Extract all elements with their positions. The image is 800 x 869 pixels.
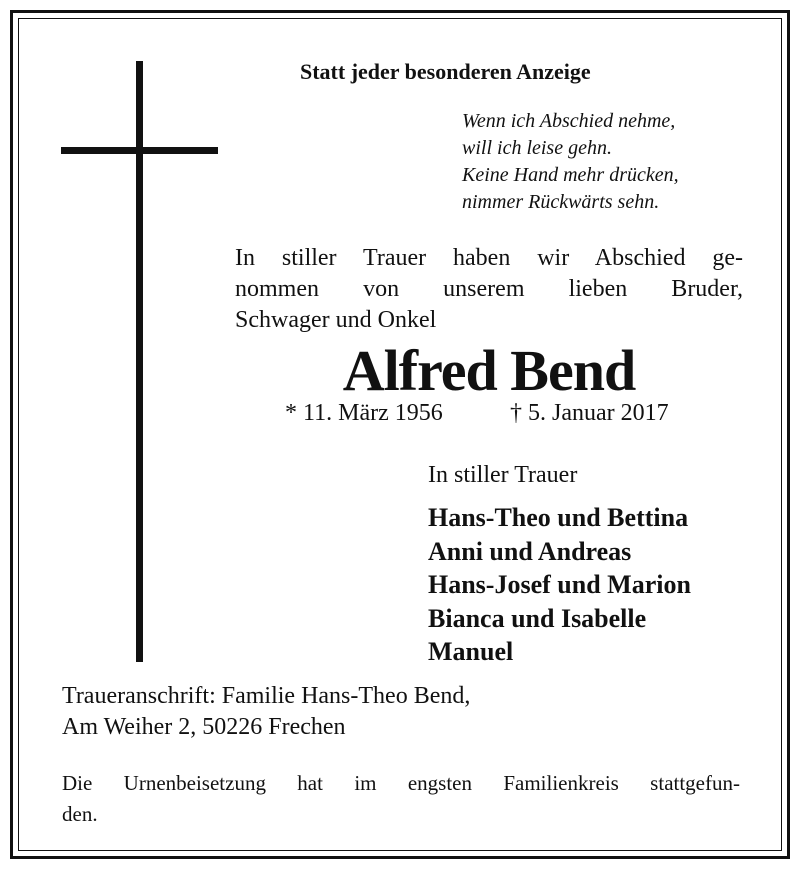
- notice-line: Die Urnenbeisetzung hat im engsten Familienkreis stattgefun-: [62, 771, 740, 795]
- mourner-name: Anni und Andreas: [428, 536, 632, 566]
- mourner-name: Hans-Josef und Marion: [428, 570, 691, 599]
- intro-text: [235, 243, 743, 336]
- address-line: Am Weiher 2, 50226 Frechen: [62, 714, 346, 740]
- deceased-name: Alfred Bend: [342, 338, 636, 403]
- poem-line: nimmer Rückwärts sehn.: [462, 191, 660, 213]
- poem-line: Wenn ich Abschied nehme,: [462, 110, 676, 132]
- mourner-name: Bianca und Isabelle: [428, 603, 647, 633]
- mourner-name: Manuel: [428, 637, 514, 666]
- poem-line: Keine Hand mehr drücken,: [462, 164, 679, 186]
- mourners-list: [428, 501, 691, 669]
- mourning-address: [62, 681, 470, 743]
- burial-notice: [62, 768, 740, 830]
- cross-horizontal-bar: [61, 147, 218, 154]
- poem-line: will ich leise gehn.: [462, 137, 612, 159]
- notice-line: den.: [62, 802, 98, 826]
- announcement-heading: Statt jeder besonderen Anzeige: [300, 59, 591, 84]
- intro-line: Schwager und Onkel: [235, 307, 437, 333]
- poem: [462, 108, 679, 216]
- mourners-intro: In stiller Trauer: [428, 462, 578, 488]
- intro-line: In stiller Trauer haben wir Abschied ge-: [235, 245, 743, 271]
- birth-date: * 11. März 1956: [285, 400, 443, 426]
- death-date: † 5. Januar 2017: [510, 400, 669, 426]
- intro-line: nommen von unserem lieben Bruder,: [235, 276, 743, 302]
- address-line: Traueranschrift: Familie Hans-Theo Bend,: [62, 683, 471, 709]
- mourner-name: Hans-Theo und Bettina: [428, 503, 689, 532]
